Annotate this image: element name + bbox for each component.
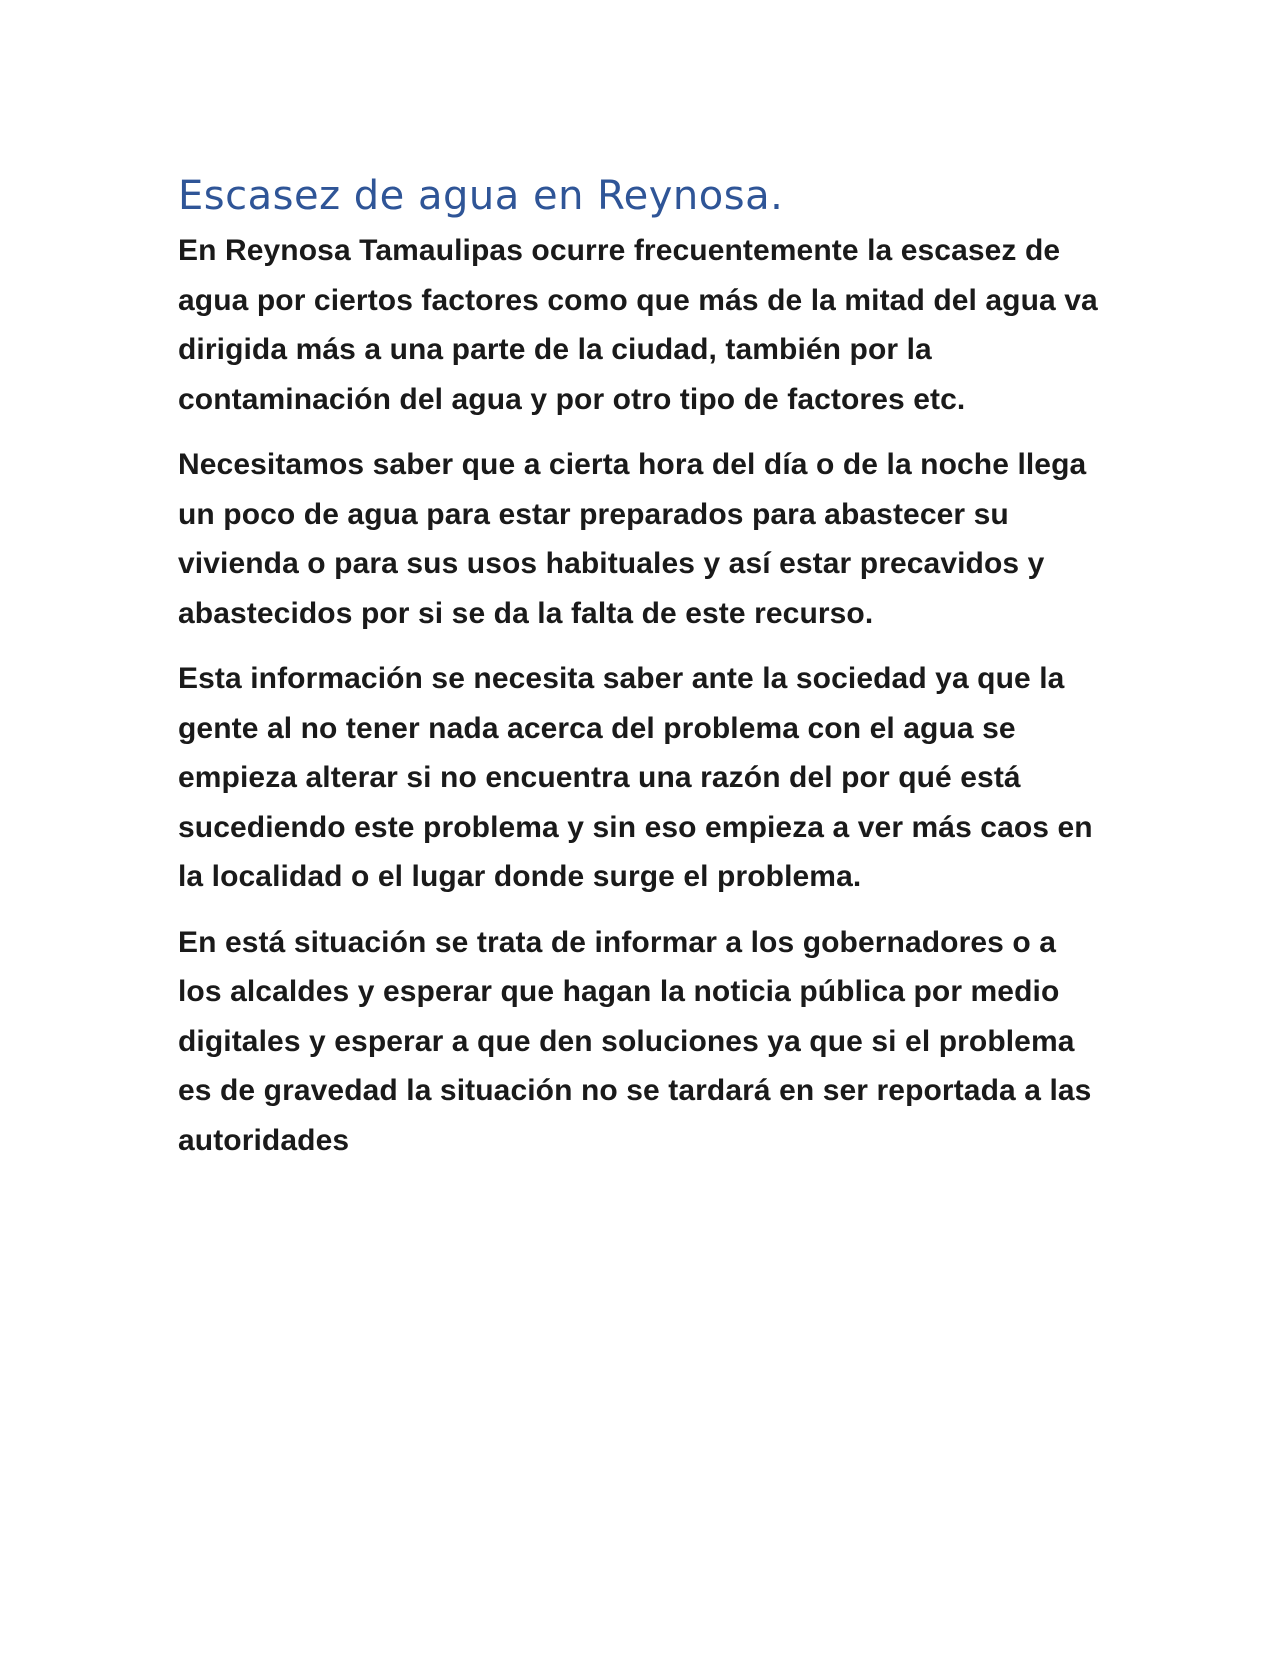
paragraph-preparation: Necesitamos saber que a cierta hora del día o de la noche llega un poco de agua para estar preparados para abastecer su vivienda o para sus usos habituales y así estar precavidos y abastecidos por si se da la falta de este recurso. [178, 448, 1087, 630]
document-body [178, 168, 1108, 1181]
paragraph-information: Esta información se necesita saber ante la sociedad ya que la gente al no tener nada acerca del problema con el agua se empieza alterar si no encuentra una razón del por qué está sucediendo este problema y sin eso empieza a ver más caos en la localidad o el lugar donde surge el problema. [178, 662, 1093, 893]
document-title: Escasez de agua en Reynosa. [178, 173, 784, 219]
paragraph-causes: En Reynosa Tamaulipas ocurre frecuentemente la escasez de agua por ciertos factores como que más de la mitad del agua va dirigida más a una parte de la ciudad, también por la contaminación del agua y por otro tipo de factores etc. [178, 234, 1098, 416]
paragraph-authorities: En está situación se trata de informar a los gobernadores o a los alcaldes y esperar que hagan la noticia pública por medio digitales y esperar a que den soluciones ya que si el problema es de gravedad la situación no se tardará en ser reportada a las autoridades [178, 925, 1092, 1157]
